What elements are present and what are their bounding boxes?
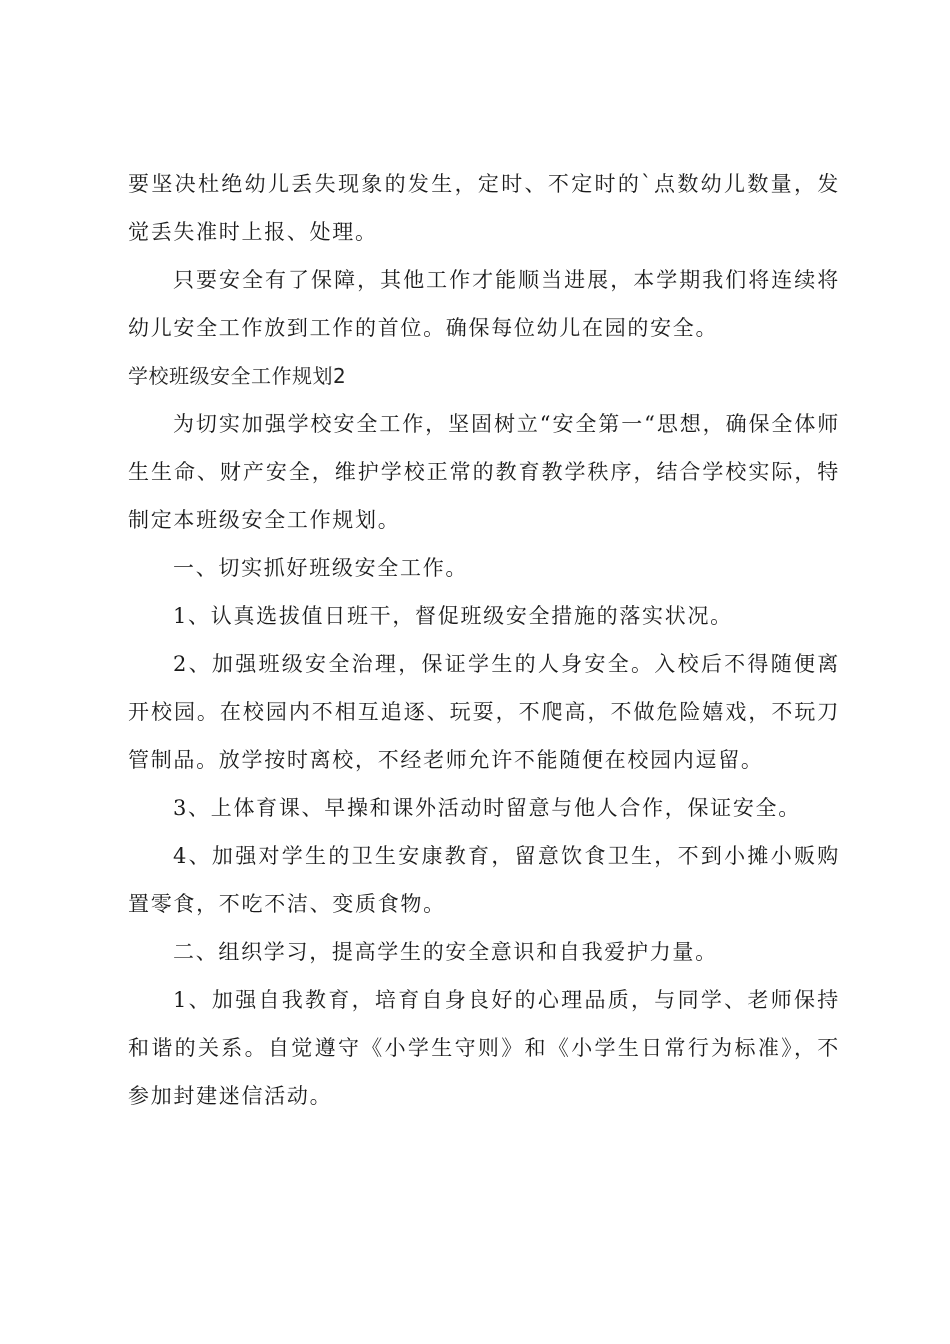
paragraph-4: 一、切实抓好班级安全工作。 [173, 556, 469, 580]
document-body [128, 160, 840, 1120]
paragraph-8: 4、加强对学生的卫生安康教育，留意饮食卫生，不到小摊小贩购置零食，不吃不洁、变质食物。 [128, 844, 840, 916]
paragraph-6: 2、加强班级安全治理，保证学生的人身安全。入校后不得随便离开校园。在校园内不相互追逐、玩耍，不爬高，不做危险嬉戏，不玩刀管制品。放学按时离校，不经老师允许不能随便在校园内逗留。 [128, 652, 840, 772]
paragraph-10: 1、加强自我教育，培育自身良好的心理品质，与同学、老师保持和谐的关系。自觉遵守《小学生守则》和《小学生日常行为标准》，不参加封建迷信活动。 [128, 988, 840, 1108]
paragraph-5: 1、认真选拔值日班干，督促班级安全措施的落实状况。 [173, 604, 733, 628]
paragraph-2: 只要安全有了保障，其他工作才能顺当进展，本学期我们将连续将幼儿安全工作放到工作的首位。确保每位幼儿在园的安全。 [128, 268, 840, 340]
paragraph-9: 二、组织学习，提高学生的安全意识和自我爱护力量。 [173, 940, 718, 964]
paragraph-7: 3、上体育课、早操和课外活动时留意与他人合作，保证安全。 [173, 796, 801, 820]
paragraph-3: 为切实加强学校安全工作，坚固树立“安全第一“思想，确保全体师生生命、财产安全，维护学校正常的教育教学秩序，结合学校实际，特制定本班级安全工作规划。 [128, 412, 840, 532]
section-heading: 学校班级安全工作规划2 [128, 364, 347, 388]
paragraph-1: 要坚决杜绝幼儿丢失现象的发生，定时、不定时的`点数幼儿数量，发觉丢失准时上报、处理。 [128, 172, 840, 244]
